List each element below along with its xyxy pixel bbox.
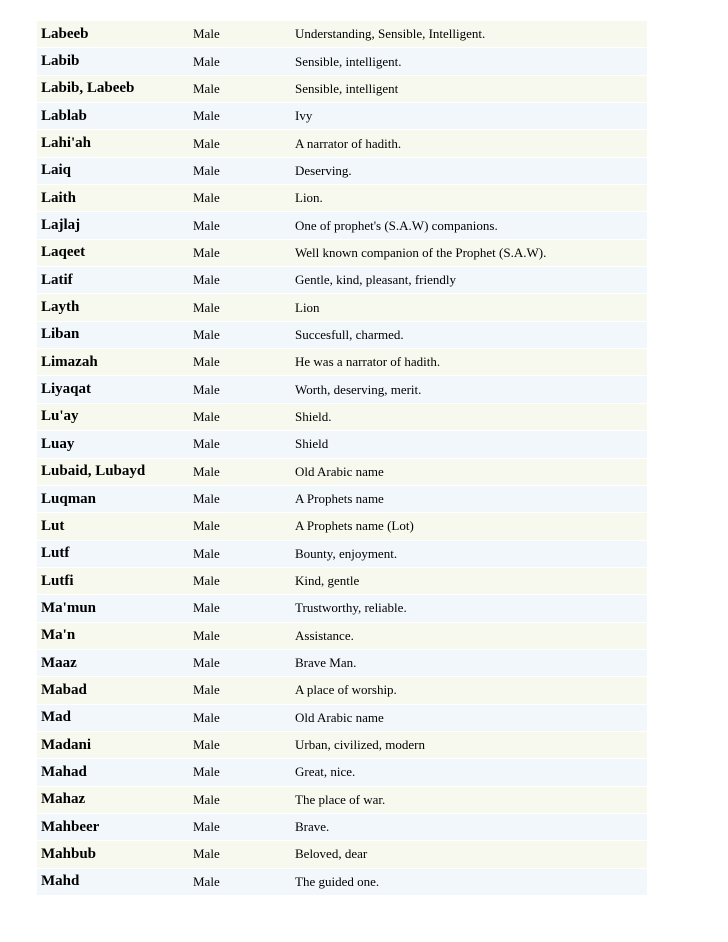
name-cell: Lajlaj — [37, 212, 189, 239]
name-cell: Liyaqat — [37, 376, 189, 403]
table-row — [37, 622, 647, 649]
name-cell: Maaz — [37, 649, 189, 676]
gender-cell: Male — [189, 130, 291, 157]
gender-cell: Male — [189, 759, 291, 786]
table-row — [37, 731, 647, 758]
gender-cell: Male — [189, 704, 291, 731]
name-cell: Mahad — [37, 759, 189, 786]
meaning-cell: Well known companion of the Prophet (S.A.W). — [291, 239, 647, 266]
name-cell: Laqeet — [37, 239, 189, 266]
table-row — [37, 841, 647, 868]
name-cell: Limazah — [37, 349, 189, 376]
meaning-cell: Understanding, Sensible, Intelligent. — [291, 21, 647, 48]
meaning-cell: Brave Man. — [291, 649, 647, 676]
name-cell: Latif — [37, 267, 189, 294]
name-cell: Mahbeer — [37, 813, 189, 840]
name-cell: Mad — [37, 704, 189, 731]
meaning-cell: Assistance. — [291, 622, 647, 649]
gender-cell: Male — [189, 75, 291, 102]
gender-cell: Male — [189, 731, 291, 758]
meaning-cell: The place of war. — [291, 786, 647, 813]
meaning-cell: Shield — [291, 431, 647, 458]
table-row — [37, 212, 647, 239]
table-row — [37, 103, 647, 130]
meaning-cell: Lion. — [291, 185, 647, 212]
table-row — [37, 759, 647, 786]
meaning-cell: Urban, civilized, modern — [291, 731, 647, 758]
meaning-cell: Ivy — [291, 103, 647, 130]
name-cell: Madani — [37, 731, 189, 758]
name-cell: Mahbub — [37, 841, 189, 868]
table-row — [37, 403, 647, 430]
gender-cell: Male — [189, 595, 291, 622]
table-row — [37, 595, 647, 622]
gender-cell: Male — [189, 185, 291, 212]
table-row — [37, 813, 647, 840]
table-row — [37, 649, 647, 676]
gender-cell: Male — [189, 540, 291, 567]
gender-cell: Male — [189, 485, 291, 512]
meaning-cell: Sensible, intelligent — [291, 75, 647, 102]
table-row — [37, 704, 647, 731]
meaning-cell: Brave. — [291, 813, 647, 840]
gender-cell: Male — [189, 649, 291, 676]
table-row — [37, 75, 647, 102]
gender-cell: Male — [189, 622, 291, 649]
gender-cell: Male — [189, 239, 291, 266]
gender-cell: Male — [189, 48, 291, 75]
table-row — [37, 567, 647, 594]
meaning-cell: Kind, gentle — [291, 567, 647, 594]
gender-cell: Male — [189, 267, 291, 294]
gender-cell: Male — [189, 813, 291, 840]
table-row — [37, 677, 647, 704]
table-row — [37, 458, 647, 485]
table-row — [37, 513, 647, 540]
name-cell: Lahi'ah — [37, 130, 189, 157]
meaning-cell: A Prophets name (Lot) — [291, 513, 647, 540]
table-row — [37, 267, 647, 294]
meaning-cell: Deserving. — [291, 157, 647, 184]
table-row — [37, 868, 647, 895]
name-cell: Layth — [37, 294, 189, 321]
name-cell: Lablab — [37, 103, 189, 130]
name-cell: Lutfi — [37, 567, 189, 594]
name-cell: Luay — [37, 431, 189, 458]
meaning-cell: Beloved, dear — [291, 841, 647, 868]
meaning-cell: Sensible, intelligent. — [291, 48, 647, 75]
meaning-cell: He was a narrator of hadith. — [291, 349, 647, 376]
gender-cell: Male — [189, 212, 291, 239]
table-row — [37, 294, 647, 321]
meaning-cell: Great, nice. — [291, 759, 647, 786]
table-row — [37, 239, 647, 266]
gender-cell: Male — [189, 677, 291, 704]
meaning-cell: A narrator of hadith. — [291, 130, 647, 157]
table-row — [37, 376, 647, 403]
gender-cell: Male — [189, 376, 291, 403]
table-row — [37, 540, 647, 567]
gender-cell: Male — [189, 349, 291, 376]
gender-cell: Male — [189, 841, 291, 868]
names-table — [37, 21, 647, 896]
meaning-cell: Gentle, kind, pleasant, friendly — [291, 267, 647, 294]
table-row — [37, 21, 647, 48]
table-row — [37, 48, 647, 75]
meaning-cell: Bounty, enjoyment. — [291, 540, 647, 567]
gender-cell: Male — [189, 868, 291, 895]
meaning-cell: One of prophet's (S.A.W) companions. — [291, 212, 647, 239]
meaning-cell: Succesfull, charmed. — [291, 321, 647, 348]
gender-cell: Male — [189, 431, 291, 458]
name-cell: Liban — [37, 321, 189, 348]
table-row — [37, 349, 647, 376]
name-cell: Mahaz — [37, 786, 189, 813]
table-row — [37, 185, 647, 212]
name-cell: Lut — [37, 513, 189, 540]
name-cell: Labib, Labeeb — [37, 75, 189, 102]
meaning-cell: A Prophets name — [291, 485, 647, 512]
meaning-cell: Worth, deserving, merit. — [291, 376, 647, 403]
gender-cell: Male — [189, 21, 291, 48]
meaning-cell: Shield. — [291, 403, 647, 430]
gender-cell: Male — [189, 103, 291, 130]
meaning-cell: Trustworthy, reliable. — [291, 595, 647, 622]
meaning-cell: A place of worship. — [291, 677, 647, 704]
name-cell: Lu'ay — [37, 403, 189, 430]
gender-cell: Male — [189, 321, 291, 348]
gender-cell: Male — [189, 458, 291, 485]
table-row — [37, 786, 647, 813]
meaning-cell: The guided one. — [291, 868, 647, 895]
name-cell: Laiq — [37, 157, 189, 184]
name-cell: Ma'mun — [37, 595, 189, 622]
table-row — [37, 157, 647, 184]
table-row — [37, 431, 647, 458]
name-cell: Lutf — [37, 540, 189, 567]
gender-cell: Male — [189, 403, 291, 430]
name-cell: Labib — [37, 48, 189, 75]
name-cell: Mabad — [37, 677, 189, 704]
name-cell: Luqman — [37, 485, 189, 512]
gender-cell: Male — [189, 786, 291, 813]
meaning-cell: Lion — [291, 294, 647, 321]
names-table-body — [37, 21, 647, 896]
meaning-cell: Old Arabic name — [291, 704, 647, 731]
meaning-cell: Old Arabic name — [291, 458, 647, 485]
gender-cell: Male — [189, 567, 291, 594]
table-row — [37, 321, 647, 348]
gender-cell: Male — [189, 513, 291, 540]
gender-cell: Male — [189, 157, 291, 184]
gender-cell: Male — [189, 294, 291, 321]
name-cell: Ma'n — [37, 622, 189, 649]
table-row — [37, 130, 647, 157]
name-cell: Mahd — [37, 868, 189, 895]
name-cell: Laith — [37, 185, 189, 212]
table-row — [37, 485, 647, 512]
name-cell: Lubaid, Lubayd — [37, 458, 189, 485]
name-cell: Labeeb — [37, 21, 189, 48]
